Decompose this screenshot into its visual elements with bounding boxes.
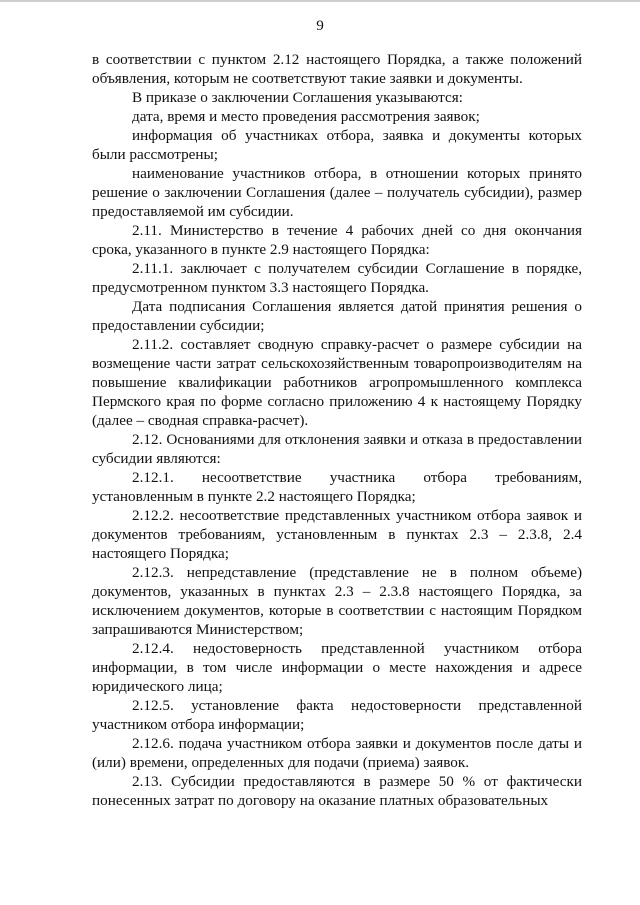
page-number: 9 <box>316 17 324 34</box>
paragraph: 2.12.3. непредставление (представление не в полном объеме) документов, указанных в пунктах 2.3 – 2.3.8 настоящего Порядка, за исключением документов, которые в соответствии с настоящим Порядком запрашиваются Министерством; <box>92 564 582 638</box>
paragraph: информация об участниках отбора, заявка и документы которых были рассмотрены; <box>92 127 582 163</box>
paragraph: дата, время и место проведения рассмотрения заявок; <box>132 108 480 125</box>
paragraph: 2.12.1. несоответствие участника отбора требованиям, установленным в пункте 2.2 настоящего Порядка; <box>92 469 582 505</box>
paragraph: Дата подписания Соглашения является датой принятия решения о предоставлении субсидии; <box>92 298 582 334</box>
paragraph: 2.12.4. недостоверность представленной участником отбора информации, в том числе информации о месте нахождения и адресе юридического лица; <box>92 640 582 695</box>
paragraph: 2.12. Основаниями для отклонения заявки и отказа в предоставлении субсидии являются: <box>92 431 582 467</box>
document-body <box>92 50 582 810</box>
paragraph: в соответствии с пунктом 2.12 настоящего Порядка, а также положений объявления, которым не соответствуют такие заявки и документы. <box>92 51 582 87</box>
paragraph: 2.13. Субсидии предоставляются в размере 50 % от фактически понесенных затрат по договору на оказание платных образовательных <box>92 773 582 809</box>
paragraph: 2.12.5. установление факта недостоверности представленной участником отбора информации; <box>92 697 582 733</box>
scan-edge-line <box>0 0 640 2</box>
paragraph: В приказе о заключении Соглашения указываются: <box>132 89 463 106</box>
paragraph: 2.11. Министерство в течение 4 рабочих дней со дня окончания срока, указанного в пункте 2.9 настоящего Порядка: <box>92 222 582 258</box>
paragraph: наименование участников отбора, в отношении которых принято решение о заключении Соглашения (далее – получатель субсидии), размер предоставляемой им субсидии. <box>92 165 582 220</box>
paragraph: 2.12.6. подача участником отбора заявки и документов после даты и (или) времени, определенных для подачи (приема) заявок. <box>92 735 582 771</box>
paragraph: 2.11.1. заключает с получателем субсидии Соглашение в порядке, предусмотренном пунктом 3.3 настоящего Порядка. <box>92 260 582 296</box>
paragraph: 2.11.2. составляет сводную справку-расчет о размере субсидии на возмещение части затрат сельскохозяйственным товаропроизводителям на повышение квалификации работников агропромышленного комплекса Пермского края по форме согласно приложению 4 к настоящему Порядку (далее – сводная справка-расчет). <box>92 336 582 429</box>
paragraph: 2.12.2. несоответствие представленных участником отбора заявок и документов требованиям, установленным в пунктах 2.3 – 2.3.8, 2.4 настоящего Порядка; <box>92 507 582 562</box>
